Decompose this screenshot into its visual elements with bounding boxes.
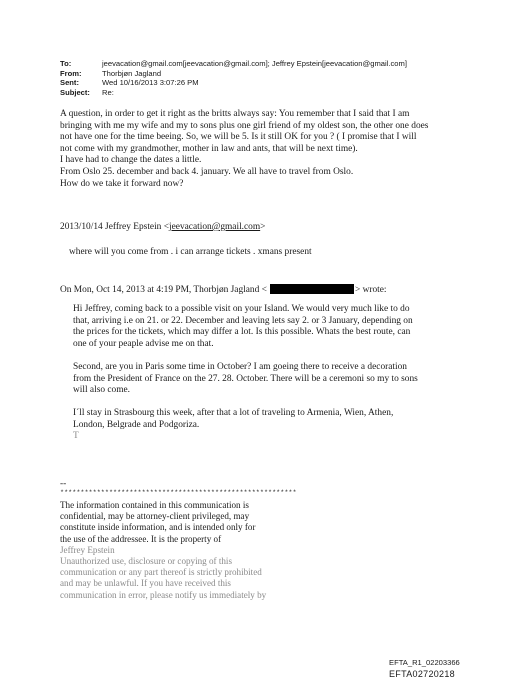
body-line: not come with my grandmother, mother in law and ants, that will be next time). bbox=[60, 143, 358, 154]
from-label: From: bbox=[60, 68, 82, 78]
body-line: not have one for the time beeing. So, we will be 5. Is it still OK for you ? ( I promise that I will bbox=[60, 132, 417, 143]
disclaimer-line: the use of the addressee. It is the property of bbox=[60, 533, 222, 544]
disclaimer-line: The information contained in this communication is bbox=[60, 500, 249, 510]
from-row bbox=[60, 69, 407, 79]
from-value: Thorbjøn Jagland bbox=[102, 68, 162, 78]
body-line: From Oslo 25. december and back 4. january. We all have to travel from Oslo. bbox=[60, 166, 354, 177]
sent-row bbox=[60, 78, 407, 88]
quote-line: that, arriving i.e on 21. or 22. December and leaving lets say 2. or 3 January, depending on bbox=[73, 315, 413, 326]
disclaimer-line: constitute inside information, and is intended only for bbox=[60, 522, 256, 533]
reply-text: where will you come from . i can arrange tickets . xmans present bbox=[69, 247, 312, 257]
quote-header-suffix: > wrote: bbox=[354, 285, 387, 295]
separator-stars: ********************************************************** bbox=[60, 489, 297, 497]
to-label: To: bbox=[60, 59, 72, 68]
disclaimer-line: communication in error, please notify us immediately by bbox=[60, 589, 267, 600]
quote-header-prefix: On Mon, Oct 14, 2013 at 4:19 PM, Thorbjøn Jagland < bbox=[60, 285, 267, 295]
sent-value: Wed 10/16/2013 3:07:26 PM bbox=[102, 78, 199, 88]
sent-label: Sent: bbox=[60, 78, 79, 88]
disclaimer-line: communication or any part thereof is strictly prohibited bbox=[60, 567, 262, 578]
quote-line: from the President of France on the 27. 28. October. There will be a ceremoni so my to sons bbox=[73, 373, 418, 384]
body-line: A question, in order to get it right as the britts always say: You remember that I said that I am bbox=[60, 109, 410, 119]
to-row bbox=[60, 59, 407, 69]
disclaimer-line: confidential, may be attorney-client privileged, may bbox=[60, 511, 250, 522]
quote-line: the prices for the tickets, which may differ a lot. Is this possible. Whats the best route, can bbox=[73, 327, 411, 338]
quote-signoff: T bbox=[73, 431, 79, 442]
quoted-paragraph-2 bbox=[73, 362, 418, 397]
disclaimer-line: and may be unlawful. If you have received this bbox=[60, 578, 231, 589]
subject-value: Re: bbox=[102, 87, 114, 97]
to-value: jeevacation@gmail.com[jeevacation@gmail.com]; Jeffrey Epstein[jeevacation@gmail.com] bbox=[102, 59, 407, 68]
body-line: bringing with me my wife and my to sons plus one girl friend of my oldest son, the other one does bbox=[60, 120, 429, 131]
redaction-box bbox=[270, 284, 354, 294]
bates-id-secondary: EFTA02720218 bbox=[389, 669, 455, 679]
body-line: How do we take it forward now? bbox=[60, 178, 184, 189]
signature-dashes: -- bbox=[60, 479, 67, 489]
body-line: I have had to change the dates a little. bbox=[60, 155, 202, 166]
quote-line: Second, are you in Paris some time in October? I am goeing there to receive a decoration bbox=[73, 362, 407, 372]
quote-header bbox=[60, 284, 387, 297]
email-header bbox=[60, 59, 407, 97]
quote-line: one of your peaple advise me on that. bbox=[73, 338, 214, 349]
quote-line: I´ll stay in Strasbourg this week, after that a lot of traveling to Armenia, Wien, Athen, bbox=[73, 408, 394, 418]
disclaimer-block bbox=[60, 500, 266, 601]
subject-row bbox=[60, 88, 407, 98]
quoted-paragraph-1 bbox=[73, 304, 413, 350]
bates-id-primary: EFTA_R1_02203366 bbox=[389, 658, 460, 667]
reply-header-suffix: > bbox=[260, 222, 266, 232]
quote-line: Hi Jeffrey, coming back to a possible visit on your Island. We would very much like to do bbox=[73, 304, 410, 314]
quote-line: London, Belgrade and Podgoriza. bbox=[73, 419, 200, 430]
disclaimer-line: Unauthorized use, disclosure or copying of this bbox=[60, 556, 232, 567]
disclaimer-line: Jeffrey Epstein bbox=[60, 544, 115, 555]
subject-label: Subject: bbox=[60, 87, 90, 97]
body-paragraph bbox=[60, 109, 428, 190]
reply-header bbox=[60, 222, 265, 234]
reply-header-prefix: 2013/10/14 Jeffrey Epstein < bbox=[60, 222, 170, 232]
quoted-paragraph-3 bbox=[73, 408, 393, 443]
quote-line: will also come. bbox=[73, 385, 131, 396]
reply-email-link[interactable]: jeevacation@gmail.com bbox=[169, 222, 261, 232]
